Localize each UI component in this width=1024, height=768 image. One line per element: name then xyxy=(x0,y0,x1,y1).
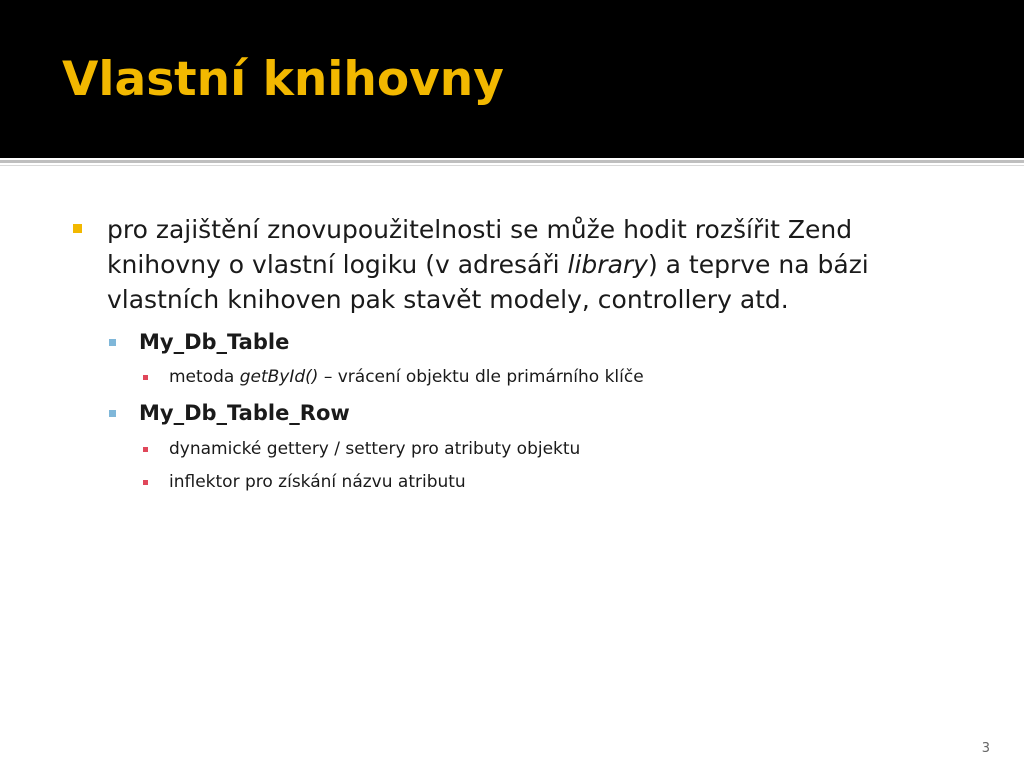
method-name: getById() xyxy=(239,367,319,388)
bullet-prefix: metoda xyxy=(169,367,240,388)
bullet-level3 xyxy=(142,366,972,389)
slide-title: Vlastní knihovny xyxy=(62,52,504,107)
bullet-level2-my-db-table xyxy=(108,329,972,356)
square-bullet-icon xyxy=(143,375,148,380)
square-bullet-icon xyxy=(73,224,82,233)
title-divider xyxy=(0,160,1024,163)
bullet-label: My_Db_Table xyxy=(139,330,290,354)
slide-content xyxy=(72,212,972,505)
bullet-level3 xyxy=(142,471,972,494)
bullet-level2-my-db-table-row xyxy=(108,400,972,427)
bullet-text-part1: pro zajištění znovupoužitelnosti se může hodit rozšířit Zend knihovny o vlastní logiku (v adresáři xyxy=(107,215,853,279)
bullet-level3 xyxy=(142,438,972,461)
bullet-text-part2: ) a teprve na bázi vlastních knihoven pak stavět modely, controllery atd. xyxy=(107,250,869,314)
square-bullet-icon xyxy=(109,339,116,346)
title-divider-thin xyxy=(0,165,1024,166)
bullet-text: inflektor pro získání názvu atributu xyxy=(169,472,466,493)
bullet-text: dynamické gettery / settery pro atributy objektu xyxy=(169,438,581,459)
square-bullet-icon xyxy=(143,447,148,452)
square-bullet-icon xyxy=(143,480,148,485)
bullet-level1 xyxy=(72,212,972,317)
bullet-label: My_Db_Table_Row xyxy=(139,401,350,426)
page-number: 3 xyxy=(981,741,990,756)
square-bullet-icon xyxy=(109,410,116,417)
bullet-suffix: – vrácení objektu dle primárního klíče xyxy=(318,367,644,388)
title-bar xyxy=(0,0,1024,158)
bullet-text-italic: library xyxy=(567,250,648,279)
